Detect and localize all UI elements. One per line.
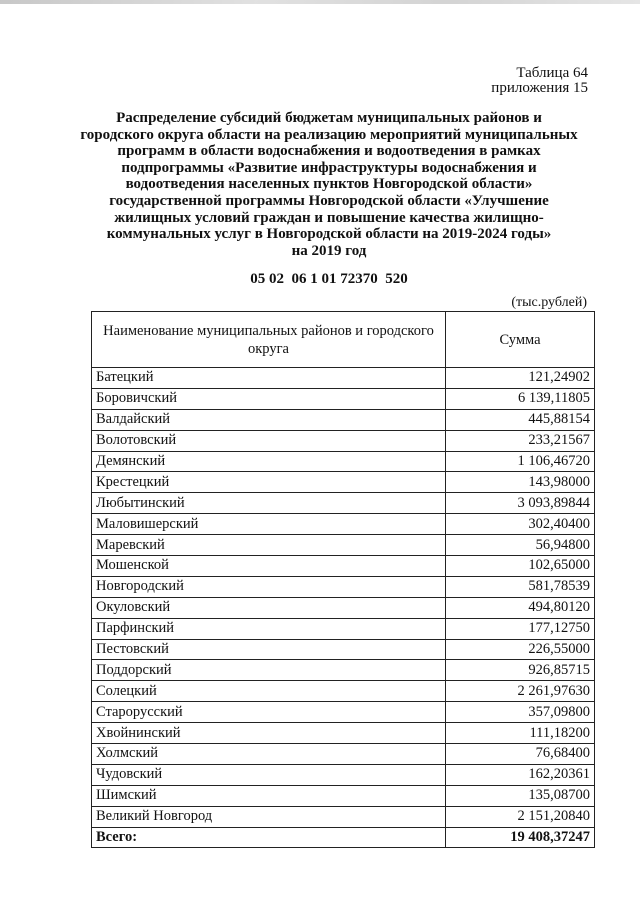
district-sum: 226,55000	[446, 639, 595, 660]
district-sum: 233,21567	[446, 430, 595, 451]
district-sum: 2 261,97630	[446, 681, 595, 702]
table-row	[92, 556, 595, 577]
column-header-sum: Сумма	[446, 312, 595, 368]
total-label: Всего:	[92, 827, 446, 848]
table-row	[92, 702, 595, 723]
title-line: коммунальных услуг в Новгородской области на 2019-2024 годы»	[106, 226, 552, 243]
district-sum: 162,20361	[446, 764, 595, 785]
table-row	[92, 785, 595, 806]
district-name: Парфинский	[92, 618, 446, 639]
budget-classification-code: 05 02 06 1 01 72370 520	[250, 271, 408, 287]
table-row	[92, 576, 595, 597]
table-row	[92, 368, 595, 389]
table-row	[92, 597, 595, 618]
table-row	[92, 472, 595, 493]
district-name: Демянский	[92, 451, 446, 472]
district-sum: 581,78539	[446, 576, 595, 597]
district-sum: 121,24902	[446, 368, 595, 389]
district-sum: 445,88154	[446, 409, 595, 430]
title-line: Распределение субсидий бюджетам муниципальных районов и	[116, 110, 542, 126]
district-sum: 494,80120	[446, 597, 595, 618]
subsidies-table	[91, 311, 595, 848]
district-name: Хвойнинский	[92, 723, 446, 744]
district-name: Окуловский	[92, 597, 446, 618]
title-line: водоотведения населенных пунктов Новгородской области»	[125, 176, 533, 193]
district-sum: 111,18200	[446, 723, 595, 744]
district-sum: 135,08700	[446, 785, 595, 806]
table-row	[92, 409, 595, 430]
district-sum: 56,94800	[446, 535, 595, 556]
district-name: Маревский	[92, 535, 446, 556]
table-row	[92, 451, 595, 472]
district-name: Солецкий	[92, 681, 446, 702]
district-name: Крестецкий	[92, 472, 446, 493]
title-line: программ в области водоснабжения и водоотведения в рамках	[117, 143, 541, 160]
table-row	[92, 681, 595, 702]
table-header-row	[92, 312, 595, 368]
table-row	[92, 430, 595, 451]
district-sum: 177,12750	[446, 618, 595, 639]
district-name: Волотовский	[92, 430, 446, 451]
title-line: городского округа области на реализацию мероприятий муниципальных	[80, 126, 578, 143]
district-name: Чудовский	[92, 764, 446, 785]
district-name: Холмский	[92, 744, 446, 765]
appendix-number: приложения 15	[491, 80, 588, 96]
title-line: жилищных условий граждан и повышение качества жилищно-	[114, 209, 544, 226]
table-row	[92, 660, 595, 681]
district-name: Поддорский	[92, 660, 446, 681]
district-sum: 926,85715	[446, 660, 595, 681]
table-row	[92, 388, 595, 409]
district-name: Старорусский	[92, 702, 446, 723]
district-sum: 2 151,20840	[446, 806, 595, 827]
title-line: государственной программы Новгородской области «Улучшение	[109, 192, 549, 209]
column-header-name: Наименование муниципальных районов и городского округа	[92, 312, 446, 368]
table-row	[92, 535, 595, 556]
table-row	[92, 618, 595, 639]
table-row	[92, 639, 595, 660]
district-sum: 302,40400	[446, 514, 595, 535]
district-name: Великий Новгород	[92, 806, 446, 827]
district-sum: 76,68400	[446, 744, 595, 765]
district-sum: 1 106,46720	[446, 451, 595, 472]
total-sum: 19 408,37247	[446, 827, 595, 848]
district-sum: 6 139,11805	[446, 388, 595, 409]
table-body	[92, 368, 595, 848]
district-name: Боровичский	[92, 388, 446, 409]
scan-edge-artifact	[0, 0, 640, 4]
district-sum: 3 093,89844	[446, 493, 595, 514]
table-row	[92, 493, 595, 514]
district-name: Любытинский	[92, 493, 446, 514]
district-name: Шимский	[92, 785, 446, 806]
table-row	[92, 744, 595, 765]
district-name: Мошенской	[92, 556, 446, 577]
table-total-row	[92, 827, 595, 848]
table-reference	[491, 66, 588, 96]
table-number: Таблица 64	[516, 65, 588, 81]
district-sum: 102,65000	[446, 556, 595, 577]
table-row	[92, 723, 595, 744]
table-row	[92, 806, 595, 827]
district-sum: 357,09800	[446, 702, 595, 723]
document-title	[60, 110, 598, 259]
title-line: подпрограммы «Развитие инфраструктуры водоснабжения и	[121, 159, 537, 176]
district-sum: 143,98000	[446, 472, 595, 493]
district-name: Валдайский	[92, 409, 446, 430]
district-name: Новгородский	[92, 576, 446, 597]
district-name: Пестовский	[92, 639, 446, 660]
table-row	[92, 764, 595, 785]
title-line: на 2019 год	[291, 242, 367, 259]
units-label: (тыс.рублей)	[511, 295, 587, 310]
district-name: Батецкий	[92, 368, 446, 389]
district-name: Маловишерский	[92, 514, 446, 535]
table-row	[92, 514, 595, 535]
